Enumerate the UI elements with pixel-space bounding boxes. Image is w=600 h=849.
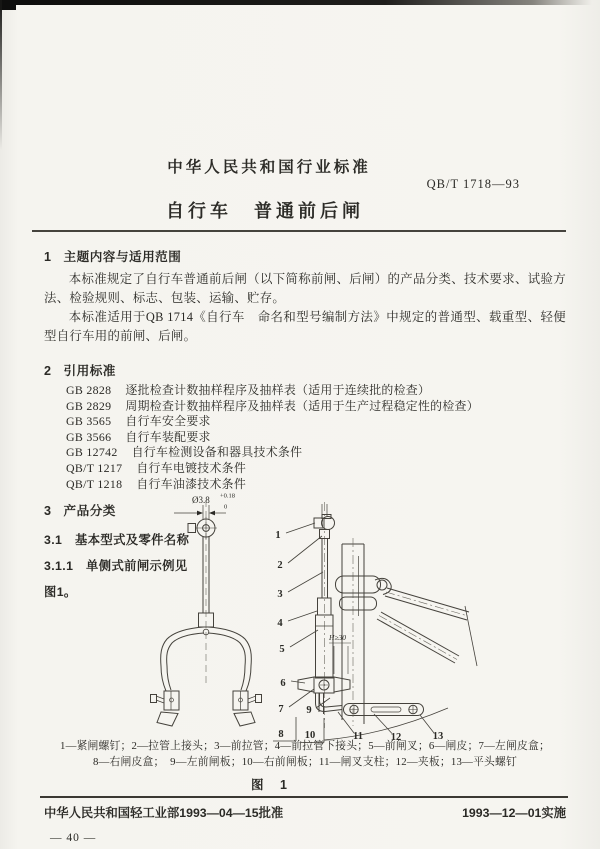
reference-row [66, 461, 566, 477]
callout-5: 5 [279, 644, 285, 656]
callout-1: 1 [275, 530, 281, 542]
callout-6: 6 [280, 678, 286, 690]
reference-title: 逐批检查计数抽样程序及抽样表（适用于连续批的检查） [125, 383, 431, 397]
approval-text: 中华人民共和国轻工业部1993—04—15批准 [44, 806, 284, 821]
figure-caption-line1: 1—紧闸螺钉；2—拉管上接头；3—前拉管；4—前拉管下接头；5—前闸叉；6—闸皮；7—左闸皮盒； [59, 740, 551, 753]
section-2-number: 2 [44, 364, 52, 378]
scan-edge-left [0, 0, 2, 150]
reference-list [44, 383, 566, 492]
section-2-title: 引用标准 [63, 364, 116, 378]
figure-dimension-tolerance-lower: 0 [224, 503, 228, 511]
figure-dimension-h: H≥30 [329, 633, 347, 643]
standard-number: QB/T 1718—93 [426, 177, 520, 191]
section-3-and-figure [44, 492, 566, 744]
reference-title: 自行车装配要求 [125, 429, 211, 444]
section-2-heading [44, 360, 566, 379]
figure-label: 图 1 [251, 777, 289, 792]
implementation-text: 1993—12—01实施 [462, 806, 566, 821]
callout-numbers [275, 530, 443, 743]
section-1-title: 主题内容与适用范围 [63, 250, 182, 264]
callout-12: 12 [390, 732, 402, 744]
reference-row [66, 383, 566, 399]
callout-7: 7 [278, 704, 284, 716]
callout-9: 9 [306, 705, 312, 717]
reference-code: GB 3566 [66, 429, 112, 444]
paragraph-scope-1: 本标准规定了自行车普通前后闸（以下简称前闸、后闸）的产品分类、技术要求、试验方法、检验规则、标志、包装、运输、贮存。 [44, 272, 566, 305]
scan-edge-top [0, 0, 592, 5]
page-number: — 40 — [50, 832, 97, 845]
callout-2: 2 [277, 560, 283, 572]
standard-org-line: 中华人民共和国行业标准 [167, 159, 371, 176]
brake-side-view [298, 502, 477, 743]
section-3-number: 3 [44, 504, 52, 519]
subsection-3-1-1-line2: 图1。 [44, 585, 77, 600]
figure-dimension-label: Ø3.8 [192, 495, 210, 506]
subsection-3-1-1-line1: 3.1.1 单侧式前闸示例见 [44, 559, 188, 574]
header-rule [32, 230, 566, 232]
figure-caption-line2: 8—右闸皮盒； 9—左前闸板；10—右前闸板；11—闸叉支柱；12—夹板；13—平头螺钉 [92, 755, 518, 768]
brake-technical-diagram [128, 486, 573, 744]
footer [44, 803, 566, 821]
reference-code: GB 3565 [66, 414, 112, 429]
section-1-heading [44, 246, 566, 265]
reference-title: 周期检查计数抽样程序及抽样表（适用于生产过程稳定性的检查） [125, 398, 479, 413]
reference-title: 自行车油漆技术条件 [136, 476, 247, 491]
callout-10: 10 [304, 730, 316, 742]
reference-row [66, 414, 566, 430]
callout-13: 13 [432, 731, 444, 743]
callout-11: 11 [353, 731, 363, 743]
page-title: 自行车 普通前后闸 [166, 201, 364, 221]
figure-dimension-tolerance-upper: +0.18 [220, 492, 236, 500]
section-1-number: 1 [44, 250, 52, 264]
reference-row [66, 445, 566, 461]
reference-title: 自行车安全要求 [125, 414, 211, 429]
footer-rule [40, 796, 568, 799]
scan-edge-corner [0, 0, 16, 10]
reference-row [66, 430, 566, 446]
paragraph-scope-2: 本标准适用于QB 1714《自行车 命名和型号编制方法》中规定的普通型、载重型、轻便型自行车用的前闸、后闸。 [44, 310, 566, 343]
reference-code: GB 12742 [66, 445, 118, 460]
section-3-title: 产品分类 [63, 504, 116, 519]
subsection-3-1: 3.1 基本型式及零件名称 [44, 533, 190, 548]
callout-3: 3 [277, 589, 283, 601]
reference-code: QB/T 1218 [66, 476, 123, 491]
callout-8: 8 [278, 729, 284, 741]
reference-row [66, 399, 566, 415]
reference-code: GB 2828 [66, 383, 112, 397]
callout-4: 4 [277, 618, 283, 630]
reference-code: QB/T 1217 [66, 460, 123, 475]
reference-title: 自行车电镀技术条件 [136, 460, 247, 475]
reference-code: GB 2829 [66, 398, 112, 413]
reference-title: 自行车检测设备和器具技术条件 [131, 445, 303, 460]
brake-front-view [151, 493, 262, 727]
